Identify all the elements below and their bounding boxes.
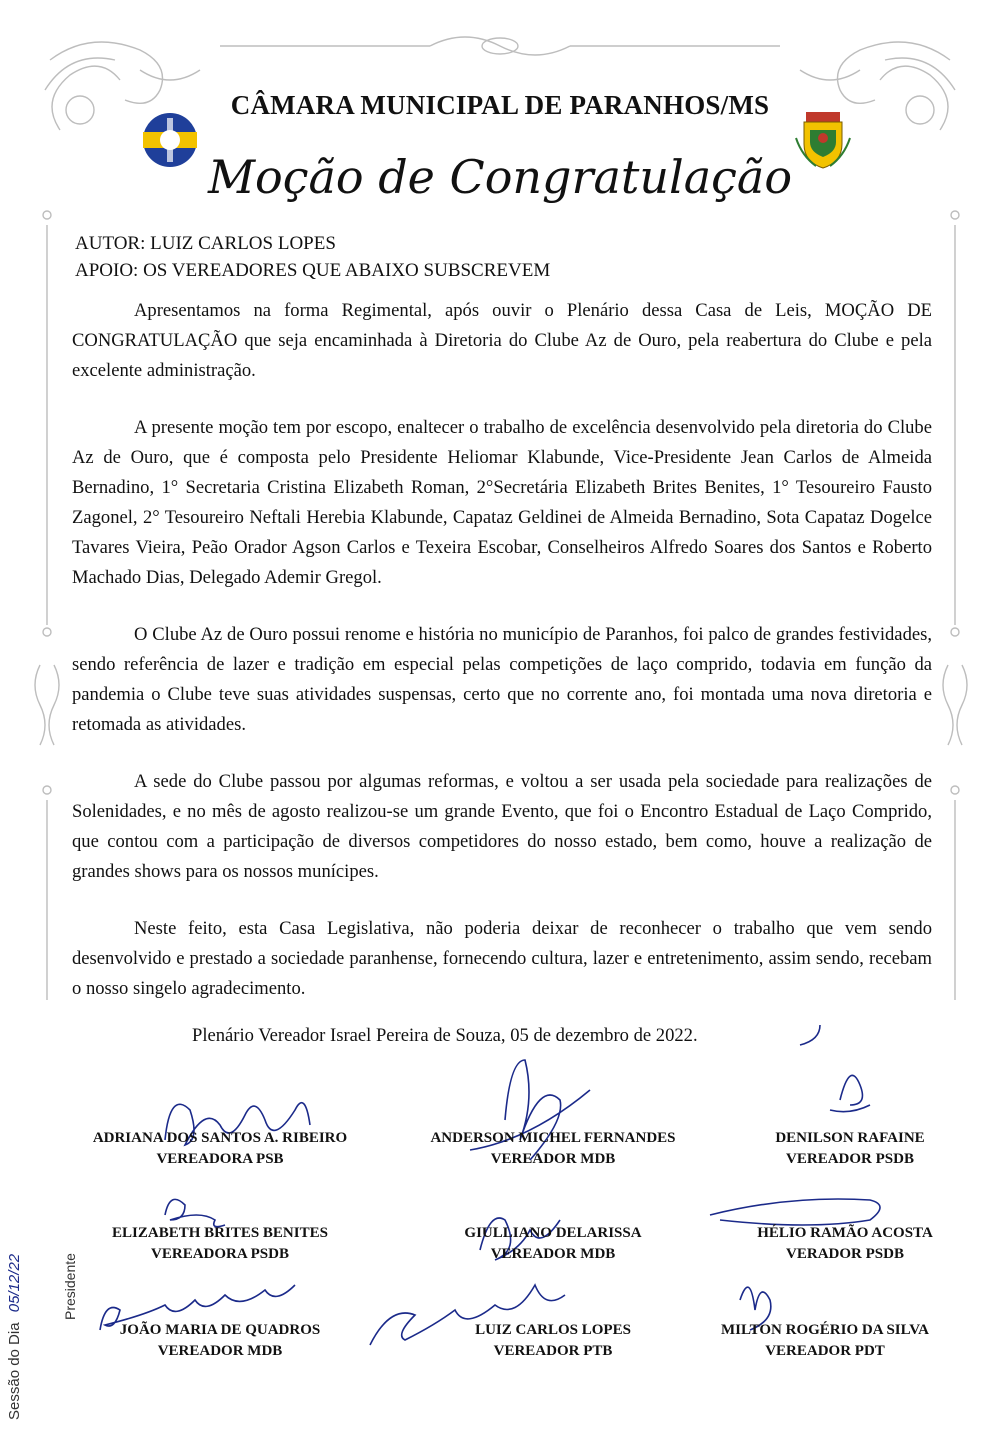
paragraph-3: O Clube Az de Ouro possui renome e história no município de Paranhos, foi palco de grandes festividades, sendo referência de lazer e tradição em especial pelas competições de laço comprido, todavia em função da pandemia o Clube teve suas atividades suspensas, certo que no corrente ano, foi montada uma nova diretoria e retomada as atividades. <box>72 624 932 735</box>
signatory-2: ANDERSON MICHEL FERNANDES VEREADOR MDB <box>430 1130 676 1167</box>
document-title: CÂMARA MUNICIPAL DE PARANHOS/MS <box>230 90 770 120</box>
paragraph-2: A presente moção tem por escopo, enaltecer o trabalho de excelência desenvolvido pela diretoria do Clube Az de Ouro, que é composta pelo Presidente Heliomar Klabunde, Vice-Presidente Jean Carlos de Almeida Bernadino, 1° Secretaria Cristina Elizabeth Roman, 2°Secretária Elizabeth Brites Benites, 1° Tesoureiro Fausto Zagonel, 2° Tesoureiro Neftali Herebia Klabunde, Capataz Geldinei de Almeida Bernadino, Sota Capataz Dogelce Tavares Vieira, Peão Orador Agson Carlos e Texeira Escobar, Conselheiros Alfredo Soares dos Santos e Roberto Machado Dias, Delegado Ademir Gregol. <box>72 417 932 588</box>
signatory-9: MILTON ROGÉRIO DA SILVA VEREADOR PDT <box>721 1322 929 1359</box>
session-date: 05/12/22 <box>6 1253 23 1313</box>
signatory-8: LUIZ CARLOS LOPES VEREADOR PTB <box>475 1322 631 1359</box>
paragraph-1: Apresentamos na forma Regimental, após ouvir o Plenário dessa Casa de Leis, MOÇÃO DE CONGRATULAÇÃO que seja encaminhada à Diretoria do Clube Az de Ouro, pela reabertura do Clube e pela excelente administração. <box>72 300 932 381</box>
signatory-5: GIULLIANO DELARISSA VEREADOR MDB <box>464 1225 642 1262</box>
place-date: Plenário Vereador Israel Pereira de Souza, 05 de dezembro de 2022. <box>192 1025 698 1046</box>
paragraph-5: Neste feito, esta Casa Legislativa, não poderia deixar de reconhecer o trabalho que vem sendo desenvolvido e prestado a sociedade paranhense, fornecendo cultura, lazer e entretenimento, assim sendo, recebam o nosso singelo agradecimento. <box>72 918 932 999</box>
president-label: Presidente <box>62 1253 78 1320</box>
signatory-6: HÉLIO RAMÃO ACOSTA VERADOR PSDB <box>757 1225 933 1262</box>
session-label: Sessão do Dia <box>6 1322 23 1420</box>
author-line: AUTOR: LUIZ CARLOS LOPES <box>75 233 336 254</box>
signatory-4: ELIZABETH BRITES BENITES VEREADORA PSDB <box>112 1225 328 1262</box>
signatory-7: JOÃO MARIA DE QUADROS VEREADOR MDB <box>119 1322 321 1359</box>
session-stamp <box>6 1254 23 1420</box>
signatory-3: DENILSON RAFAINE VEREADOR PSDB <box>775 1130 925 1167</box>
signatory-1: ADRIANA DOS SANTOS A. RIBEIRO VEREADORA PSB <box>92 1130 348 1167</box>
paragraph-4: A sede do Clube passou por algumas reformas, e voltou a ser usada pela sociedade para realizações de Solenidades, e no mês de agosto realizou-se um grande Evento, que foi o Encontro Estadual de Laço Comprido, que contou com a participação de diversos competidores do nosso estado, bem como, houve a realização de grandes shows para os nossos munícipes. <box>72 771 932 882</box>
document-subtitle: Moção de Congratulação <box>207 150 793 204</box>
support-line: APOIO: OS VEREADORES QUE ABAIXO SUBSCREVEM <box>75 260 551 281</box>
